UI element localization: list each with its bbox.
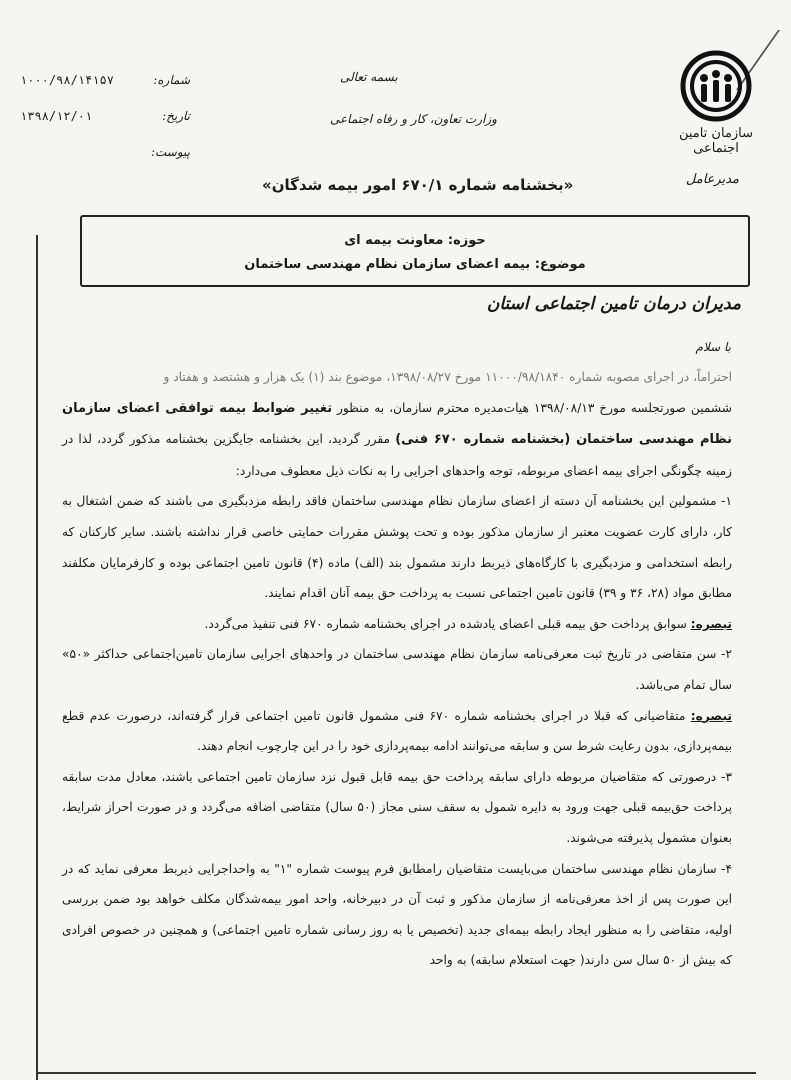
director-label: مدیرعامل	[685, 172, 739, 187]
bismillah: بسمه تعالی	[340, 70, 398, 84]
organization-logo	[671, 50, 761, 156]
note-text: متقاضیانی که قبلا در اجرای بخشنامه شماره ۶۷۰ فنی مشمول قانون تامین اجتماعی قرار گرفته‌اند، درصورت عدم قطع بیمه‌پردازی، بدون رعایت شرط سن و سابقه می‌توانند ادامه بیمه‌پردازی خود را در این چارچوب انجام دهند.	[62, 708, 732, 754]
letter-body	[62, 362, 732, 976]
addressee: مدیران درمان تامین اجتماعی استان	[486, 294, 741, 314]
body-paragraph: ۳- درصورتی که متقاضیان مربوطه دارای سابقه پرداخت حق بیمه قابل قبول نزد سازمان تامین اجتماعی باشند، معادل مدت سابقه پرداخت حق‌بیمه قبلی جهت ورود به دایره شمول به سقف سنی مجاز (۵۰ سال) متقاضی اضافه می‌گردد و در صورت احراز شرایط، بعنوان مشمول پذیرفته می‌شوند.	[62, 769, 732, 845]
body-text-run: ششمین صورتجلسه مورخ ۱۳۹۸/۰۸/۱۳ هیات‌مدیره محترم سازمان، به منظور	[332, 400, 733, 415]
body-paragraph	[62, 393, 732, 487]
note-text: سوابق پرداخت حق بیمه قبلی اعضای یادشده در اجرای بخشنامه شماره ۶۷۰ فنی تنفیذ می‌گردد.	[204, 616, 691, 631]
subject-box	[80, 215, 750, 287]
body-paragraph: ۴- سازمان نظام مهندسی ساختمان می‌بایست متقاضیان رامطابق فرم پیوست شماره "۱" به واحداجرایی ذیربط معرفی نماید که در این صورت پس از اخذ معرفی‌نامه از سازمان مذکور و ثبت آن در دبیرخانه، واحد امور بیمه‌شدگان مکلف خواهد بود ضمن بررسی اولیه، متقاضی را به منظور ایجاد رابطه بیمه‌ای جدید (تخصیص یا به روز رسانی شماره تامین اجتماعی) و همچنین در خصوص افرادی که بیش از ۵۰ سال سن دارند( جهت استعلام سابقه) به واحد	[62, 861, 732, 968]
greeting: با سلام	[695, 340, 731, 354]
meta-attachment-row	[20, 134, 190, 170]
letter-number: ۱۰۰۰/۹۸/۱۴۱۵۷	[20, 73, 114, 87]
organization-name: سازمان تامین اجتماعی	[678, 126, 754, 156]
body-paragraph: احتراماً، در اجرای مصوبه شماره ۱۱۰۰۰/۹۸/۱۸۴۰ مورخ ۱۳۹۸/۰۸/۲۷، موضوع بند (۱) یک هزار و هشتصد و هفتاد و	[163, 370, 732, 384]
body-bold-run: تغییر ضوابط بیمه توافقی اعضای سازمان نظام مهندسی ساختمان (بخشنامه شماره ۶۷۰ فنی)	[62, 400, 732, 448]
circular-title: «بخشنامه شماره ۶۷۰/۱ امور بیمه شدگان»	[262, 176, 574, 194]
letter-date: ۱۳۹۸/۱۲/۰۱	[20, 109, 93, 123]
frame-left-border	[36, 235, 38, 1080]
letter-meta	[20, 62, 190, 170]
meta-label: پیوست:	[150, 145, 190, 159]
body-note	[62, 701, 732, 762]
meta-label: شماره:	[153, 73, 190, 87]
body-text-run: مقرر گردید، این بخشنامه جایگزین بخشنامه مذکور گردد، لذا در زمینه چگونگی اجرای بیمه اعضای مربوطه، توجه واحدهای اجرایی را به نکات ذیل معطوف می‌دارد:	[62, 432, 732, 478]
ministry-name: وزارت تعاون، کار و رفاه اجتماعی	[330, 112, 497, 126]
frame-bottom-border	[36, 1072, 756, 1074]
body-paragraph: ۱- مشمولین این بخشنامه آن دسته از اعضای سازمان نظام مهندسی ساختمان فاقد رابطه مزدبگیری می باشند که ضمن اشتغال به کار، دارای کارت عضویت معتبر از سازمان مذکور بوده و تحت پوشش مقررات حمایتی خاصی قرار نداشته باشند. سایر کارکنان که رابطه استخدامی و مزدبگیری با کارگاه‌های ذیربط دارند مشمول بند (الف) ماده (۴) قانون تامین اجتماعی بوده و کارفرمایان مکلفند مطابق مواد (۲۸، ۳۶ و ۳۹) قانون تامین اجتماعی نسبت به پرداخت حق بیمه آنان اقدام نمایند.	[62, 494, 732, 601]
meta-date-row	[20, 98, 190, 134]
note-label: تبصره:	[690, 708, 732, 723]
meta-number-row	[20, 62, 190, 98]
social-security-logo-icon	[680, 50, 752, 122]
body-paragraph: ۲- سن متقاضی در تاریخ ثبت معرفی‌نامه سازمان نظام مهندسی ساختمان در واحدهای اجرایی سازمان تامین‌اجتماعی حداکثر «۵۰» سال تمام می‌باشد.	[62, 647, 732, 692]
subject-line: موضوع: بیمه اعضای سازمان نظام مهندسی ساختمان	[244, 257, 586, 272]
meta-label: تاریخ:	[162, 109, 190, 123]
subject-area: حوزه: معاونت بیمه ای	[344, 233, 486, 248]
body-note	[62, 609, 732, 640]
note-label: تبصره:	[690, 616, 732, 631]
